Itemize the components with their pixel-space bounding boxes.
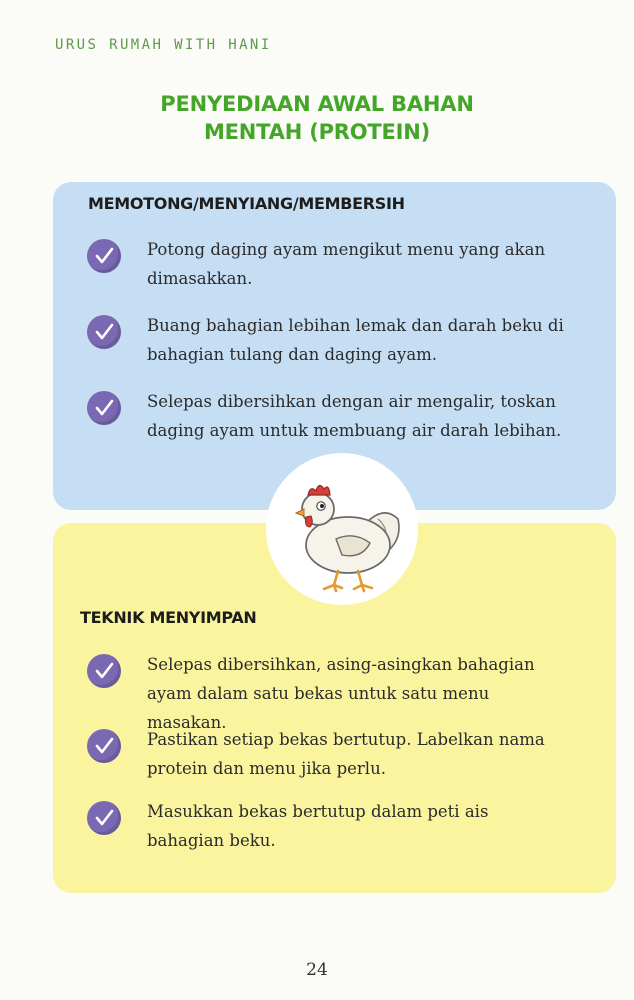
check-icon bbox=[87, 315, 121, 349]
list-item-text: Masukkan bekas bertutup dalam peti ais bahagian beku. bbox=[147, 802, 489, 850]
page-title-line-2: MENTAH (PROTEIN) bbox=[203, 120, 431, 144]
list-item-text: Pastikan setiap bekas bertutup. Labelkan nama protein dan menu jika perlu. bbox=[147, 730, 545, 778]
list-item-text: Selepas dibersihkan, asing-asingkan bahagian ayam dalam satu bekas untuk satu menu masakan. bbox=[147, 655, 535, 732]
running-header: URUS RUMAH WITH HANI bbox=[55, 37, 272, 53]
check-icon bbox=[87, 801, 121, 835]
check-icon bbox=[87, 729, 121, 763]
check-icon bbox=[87, 391, 121, 425]
page-title-line-1: PENYEDIAAN AWAL BAHAN bbox=[160, 92, 474, 116]
list-item-text: Buang bahagian lebihan lemak dan darah beku di bahagian tulang dan daging ayam. bbox=[147, 316, 564, 364]
section-heading-storage: TEKNIK MENYIMPAN bbox=[80, 608, 257, 627]
list-item-text: Potong daging ayam mengikut menu yang akan dimasakkan. bbox=[147, 240, 546, 288]
page-title bbox=[0, 90, 634, 146]
check-icon bbox=[87, 654, 121, 688]
page-number: 24 bbox=[306, 960, 328, 980]
check-icon bbox=[87, 239, 121, 273]
list-item-text: Selepas dibersihkan dengan air mengalir, toskan daging ayam untuk membuang air darah lebihan. bbox=[147, 392, 562, 440]
chicken-icon bbox=[266, 453, 418, 605]
section-heading-cleaning: MEMOTONG/MENYIANG/MEMBERSIH bbox=[88, 194, 405, 213]
chicken-illustration bbox=[266, 453, 418, 605]
